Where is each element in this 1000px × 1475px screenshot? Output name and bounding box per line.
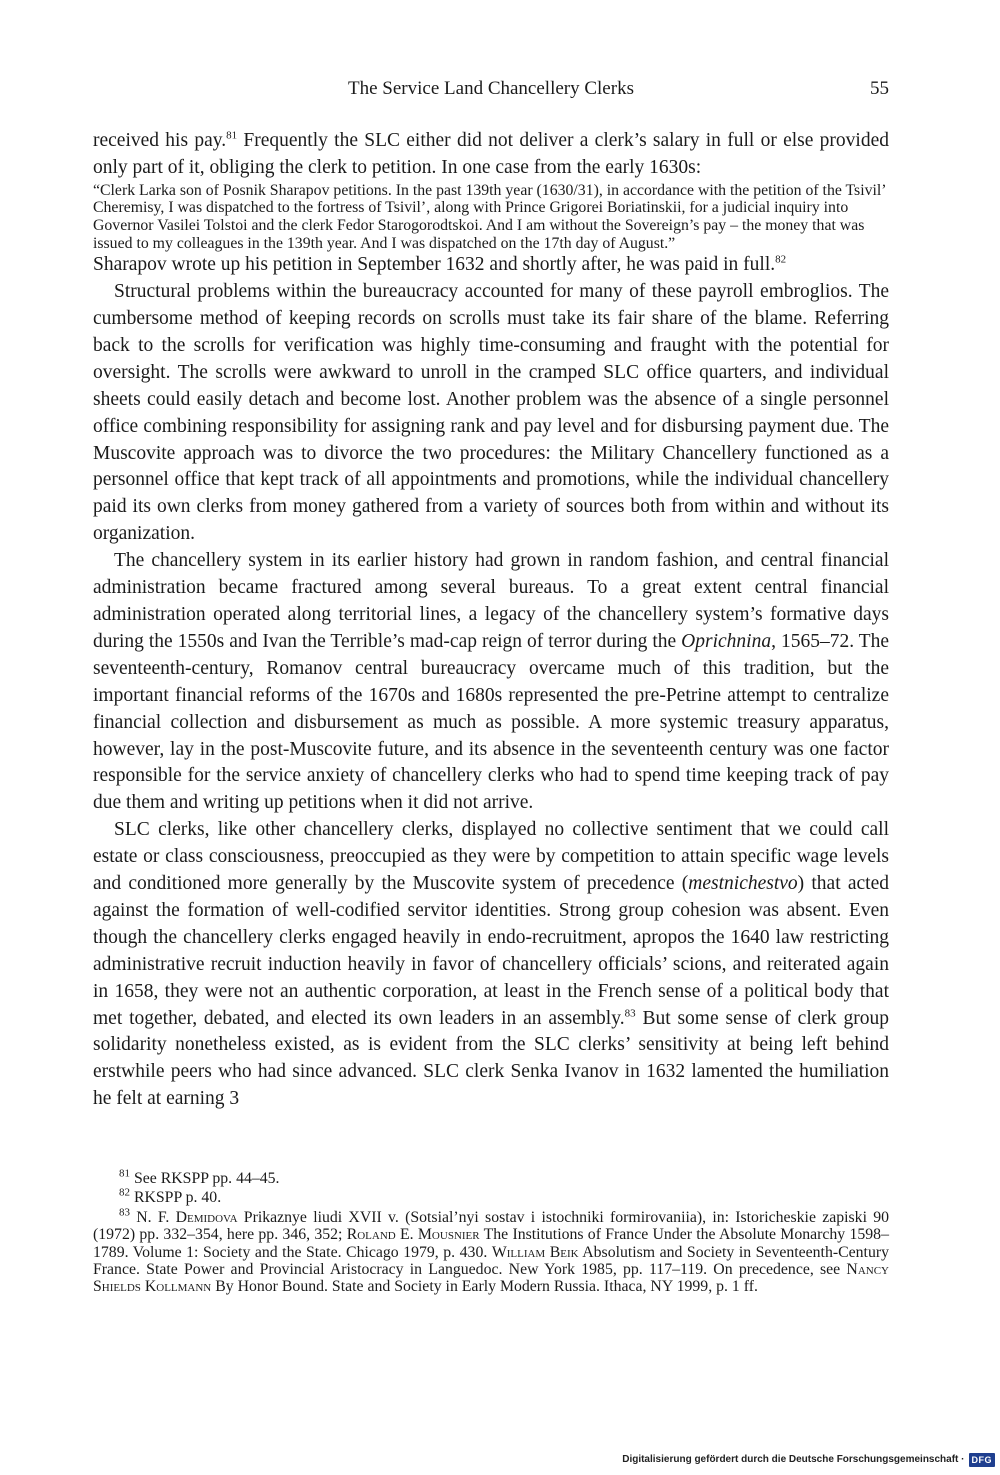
dfg-logo-icon: DFG: [969, 1453, 996, 1467]
footnote-number: 81: [119, 1167, 130, 1180]
paragraph: Sharapov wrote up his petition in September 1632 and shortly after, he was paid in full.$^{82}$: [93, 253, 787, 276]
author-name: William Beik: [491, 1243, 579, 1261]
body-text: [93, 128, 889, 1113]
footnotes: [93, 1167, 890, 1298]
footnote-ref[interactable]: 83: [624, 1007, 636, 1020]
paragraph: SLC clerks, like other chancellery clerks, displayed no collective sentiment that we could call estate or class consciousness, preoccupied as they were by competition to attain specific wage levels and conditioned more generally by the Muscovite system of precedence (mestnichestvo) that acted against the formation of well-codified servitor identities. Strong group cohesion was absent. Even though the chancellery clerks engaged heavily in endo-recruitment, apropos the 1640 law restricting administrative recruit induction heavily in favor of chancellery officials’ scions, and reiterated again in 1658, they were not an authentic corporation, at least in the French sense of a political body that met together, debated, and elected its own leaders in an assembly.$^{83}$ But some sense of clerk group solidarity nonetheless existed, as is evident from the SLC clerks’ sensitivity at being left behind erstwhile peers who had since advanced. SLC clerk Senka Ivanov in 1632 lamented the humiliation he felt at earning 3: [93, 819, 889, 1110]
running-title: The Service Land Chancellery Clerks: [348, 78, 634, 99]
footnote-ref[interactable]: 81: [226, 129, 238, 142]
italic-term: mestnichestvo: [688, 873, 798, 895]
block-quote: “Clerk Larka son of Posnik Sharapov petitions. In the past 139th year (1630/31), in accordance with the petition of the Tsivil’ Cheremisy, I was dispatched to the fortress of Tsivil’, along with Prince Grigorei Boriatinskii, for a judicial inquiry into Governor Vasilei Tolstoi and the clerk Fedor Starogorodtskoi. And I am without the Sovereign’s pay – the money that was issued to my colleagues in the 139th year. And I was dispatched on the 17th day of August.”: [93, 181, 886, 252]
author-name: Roland E. Mousnier: [346, 1226, 480, 1244]
digitization-credit: [622, 1451, 995, 1468]
author-name: N. F. Demidova: [136, 1208, 238, 1226]
footnote-number: 83: [119, 1206, 130, 1219]
footnote-number: 82: [119, 1187, 130, 1200]
footnote: $^{81}$ See RKSPP pp. 44–45.: [119, 1167, 280, 1187]
footnote-ref[interactable]: 82: [775, 253, 787, 266]
footnote: $^{82}$ RKSPP p. 40.: [119, 1187, 222, 1207]
credit-text: Digitalisierung gefördert durch die Deutsche Forschungsgemeinschaft ·: [622, 1454, 965, 1465]
author-name: Nancy Shields Kollmann: [93, 1261, 889, 1296]
italic-term: Oprichnina: [681, 630, 772, 652]
paragraph: received his pay.$^{81}$ Frequently the SLC either did not deliver a clerk’s salary in full or else provided only part of it, obliging the clerk to petition. In one case from the early 1630s:: [93, 129, 889, 178]
page-header: [93, 78, 889, 108]
page-number: 55: [870, 78, 889, 99]
paragraph: Structural problems within the bureaucracy accounted for many of these payroll embroglios. The cumbersome method of keeping records on scrolls must take its fair share of the blame. Referring back to the scrolls for verification was highly time-consuming and fraught with the potential for oversight. The scrolls were awkward to unroll in the cramped SLC office quarters, and individual sheets could easily detach and become lost. Another problem was the absence of a single personnel office combining responsibility for assigning rank and pay level and for disbursing payment due. The Muscovite approach was to divorce the two procedures: the Military Chancellery functioned as a personnel office that kept track of all appointments and promotions, while the individual chancellery paid its own clerks from money gathered from a variety of sources both from within and without its organization.: [93, 281, 889, 545]
footnote: $^{83}$ N. F. Demidova Prikaznye liudi XVII v. (Sotsial’nyi sostav i istochniki formirovaniia), in: Istoricheskie zapiski 90 (1972) pp. 332–354, here pp. 346, 352; Roland E. Mousnier The Institutions of France Under the Absolute Monarchy 1598–1789. Volume 1: Society and the State. Chicago 1979, p. 430. William Beik Absolutism and Society in Seventeenth-Century France. State Power and Provincial Aristocracy in Languedoc. New York 1985, pp. 117–119. On precedence, see Nancy Shields Kollmann By Honor Bound. State and Society in Early Modern Russia. Ithaca, NY 1999, p. 1 ff.: [93, 1206, 890, 1296]
paragraph: The chancellery system in its earlier history had grown in random fashion, and central financial administration became fractured among several bureaus. To a great extent central financial administration operated along territorial lines, a legacy of the chancellery system’s formative days during the 1550s and Ivan the Terrible’s mad-cap reign of terror during the Oprichnina, 1565–72. The seventeenth-century, Romanov central bureaucracy overcame much of this tradition, but the important financial reforms of the 1670s and 1680s represented the pre-Petrine attempt to centralize financial collection and disbursement as much as possible. A more systemic treasury apparatus, however, lay in the post-Muscovite future, and its absence in the seventeenth century was one factor responsible for the service anxiety of chancellery clerks who had to spend time keeping track of pay due them and writing up petitions when it did not arrive.: [93, 550, 890, 814]
